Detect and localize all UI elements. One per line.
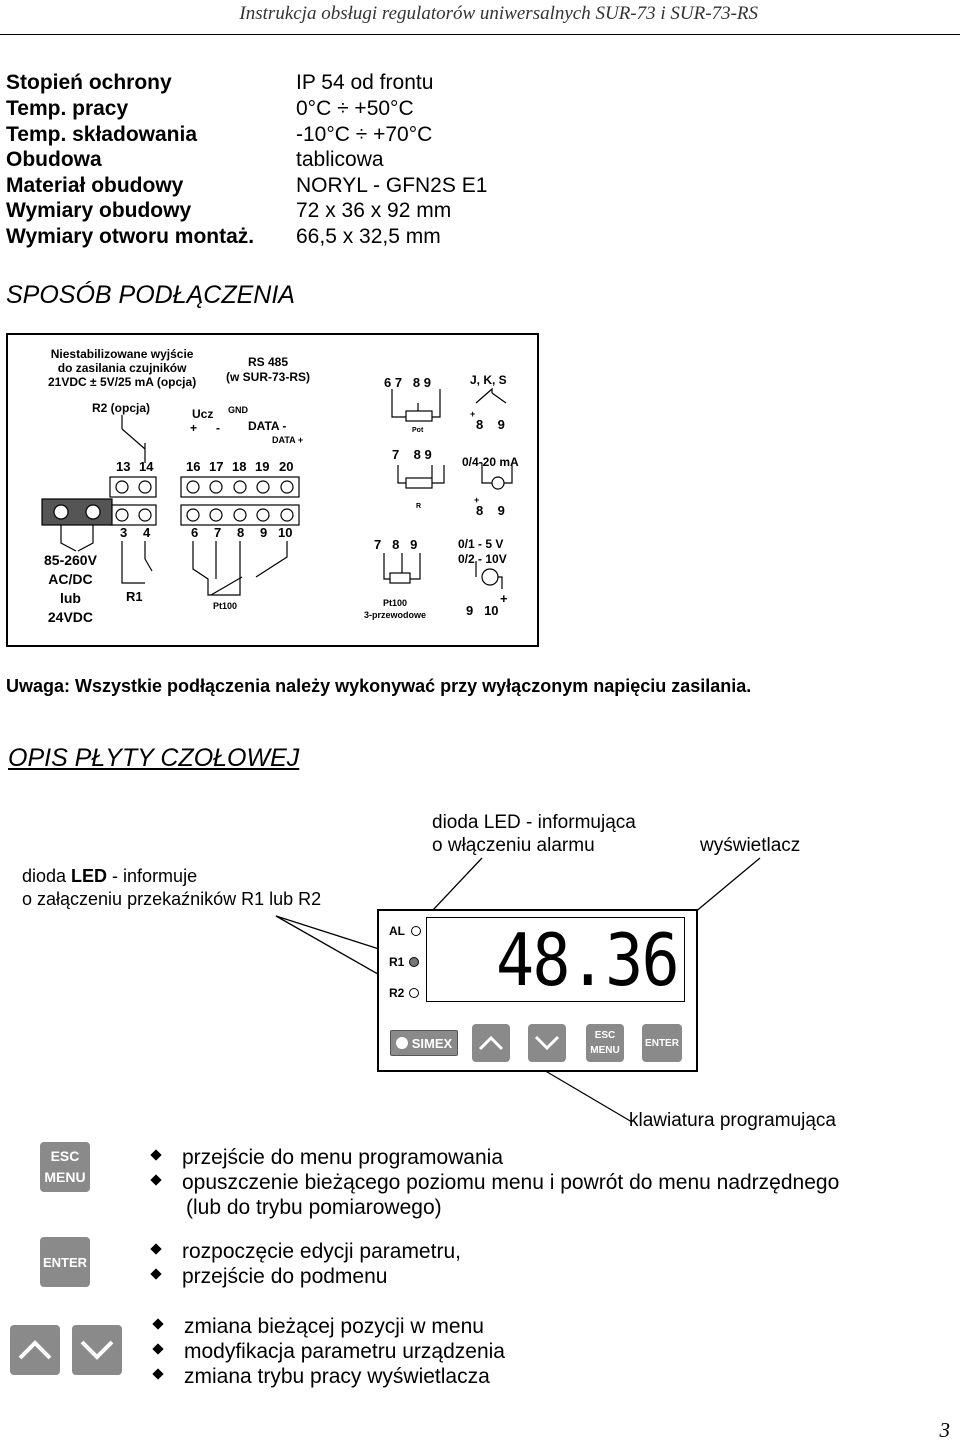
spec-label: Stopień ochrony <box>6 71 172 94</box>
data-minus-label: DATA - <box>248 419 287 433</box>
desc-esc-1 <box>152 1146 503 1170</box>
spec-label: Temp. pracy <box>6 97 129 120</box>
chevron-down-icon <box>79 1339 115 1361</box>
spec-value: tablicowa <box>296 148 384 171</box>
section-title-connection: SPOSÓB PODŁĄCZENIA <box>6 281 295 309</box>
spec-value: IP 54 od frontu <box>296 71 434 94</box>
desc-text: rozpoczęcie edycji parametru, <box>182 1240 461 1263</box>
display-readout: 48.36 <box>496 918 678 1002</box>
gnd-label: GND <box>228 405 248 415</box>
data-plus-label: DATA + <box>272 435 304 445</box>
desc-text: zmiana trybu pracy wyświetlacza <box>184 1365 490 1388</box>
chevron-down-icon <box>534 1035 560 1051</box>
desc-arrows-3 <box>154 1365 490 1389</box>
spec-label: Materiał obudowy <box>6 174 184 197</box>
r-terminals: 7 8 9 <box>392 447 432 462</box>
menu-label: MENU <box>590 1045 620 1056</box>
led-label-al: AL <box>389 924 405 938</box>
terminal-number: 9 <box>260 525 268 540</box>
thermocouple-label: J, K, S <box>470 373 507 387</box>
brand-logo-icon <box>396 1037 408 1049</box>
enter-label: ENTER <box>42 1254 88 1270</box>
current-terminals: 8 9 <box>476 503 505 518</box>
desc-esc-3: (lub do trybu pomiarowego) <box>186 1196 442 1219</box>
desc-text: przejście do menu programowania <box>182 1146 503 1169</box>
spec-label: Temp. składowania <box>6 123 197 146</box>
label-display: wyświetlacz <box>700 835 801 856</box>
desc-enter-2 <box>152 1265 387 1289</box>
bullet-icon <box>152 1344 163 1355</box>
warning-note: Uwaga: Wszystkie podłączenia należy wykonywać przy wyłączonym napięciu zasilania. <box>6 676 752 696</box>
led-label-r1: R1 <box>389 955 405 969</box>
terminal-number: 18 <box>232 459 247 474</box>
header-title: Instrukcja obsługi regulatorów uniwersalnych SUR-73 i SUR-73-RS <box>239 3 758 24</box>
led-r2-indicator <box>409 988 419 998</box>
r-label: R <box>416 503 422 510</box>
spec-value: 0°C ÷ +50°C <box>296 97 414 120</box>
rs485-line: (w SUR-73-RS) <box>226 370 311 384</box>
led-al-indicator <box>411 926 421 936</box>
pt100-3w-terminals: 7 8 9 <box>374 537 418 552</box>
desc-text: przejście do podmenu <box>182 1265 388 1288</box>
voltage-terminals: 9 10 <box>466 603 499 618</box>
desc-text: zmiana bieżącej pozycji w menu <box>184 1315 484 1338</box>
brand-logo <box>390 1030 458 1056</box>
spec-label: Obudowa <box>6 148 102 171</box>
pt100-label: Pt100 <box>213 601 238 611</box>
desc-enter-1 <box>152 1240 461 1264</box>
bullet-icon <box>150 1244 161 1255</box>
led-label-r2: R2 <box>389 986 405 1000</box>
down-button[interactable] <box>528 1024 566 1062</box>
spec-value: NORYL - GFN2S E1 <box>296 174 488 197</box>
pot-terminals: 6 7 8 9 <box>384 375 431 390</box>
esc-label: ESC <box>50 1148 80 1164</box>
up-button[interactable] <box>472 1024 510 1062</box>
bullet-icon <box>150 1150 161 1161</box>
legend-up-key <box>10 1325 60 1375</box>
ucz-minus: - <box>216 421 220 435</box>
legend-down-key <box>72 1325 122 1375</box>
bullet-icon <box>150 1269 161 1280</box>
pot-label: Pot <box>412 427 424 434</box>
power-line: 24VDC <box>47 609 94 625</box>
voltage-plus: + <box>500 591 508 606</box>
spec-label: Wymiary otworu montaż. <box>6 225 255 248</box>
terminal-number: 17 <box>209 459 224 474</box>
spec-label: Wymiary obudowy <box>6 199 192 222</box>
terminal-number: 3 <box>120 525 128 540</box>
legend-enter-key <box>40 1237 90 1287</box>
label-alarm-led: dioda LED - informująca <box>432 812 636 833</box>
label-text: - informuje <box>107 866 198 886</box>
sensor-supply-line: 21VDC ± 5V/25 mA (opcja) <box>48 375 197 389</box>
label-text: dioda <box>22 866 72 886</box>
desc-arrows-2 <box>154 1340 505 1364</box>
voltage-line: 0/1 - 5 V <box>458 537 504 551</box>
terminal-number: 10 <box>278 525 293 540</box>
label-alarm-led-2: o włączeniu alarmu <box>432 835 595 856</box>
chevron-up-icon <box>478 1035 504 1051</box>
desc-arrows-1 <box>154 1315 484 1339</box>
sensor-supply-line: do zasilania czujników <box>57 361 187 375</box>
tc-terminals: 8 9 <box>476 417 505 432</box>
power-line: 85-260V <box>44 552 97 568</box>
bullet-icon <box>152 1369 163 1380</box>
legend-esc-menu-key <box>40 1142 90 1192</box>
label-text-bold: LED <box>71 866 108 886</box>
ucz-label: Ucz <box>192 407 214 421</box>
menu-label: MENU <box>44 1169 86 1185</box>
terminal-number: 4 <box>143 525 151 540</box>
tc-plus: + <box>470 409 476 419</box>
led-r1-indicator <box>409 957 419 967</box>
label-relay-led-2: o załączeniu przekaźników R1 lub R2 <box>22 889 322 909</box>
esc-label: ESC <box>594 1030 616 1041</box>
enter-button[interactable] <box>642 1024 682 1062</box>
brand-name: SIMEX <box>411 1035 453 1051</box>
current-plus: + <box>474 495 480 505</box>
terminal-number: 19 <box>255 459 270 474</box>
terminal-number: 20 <box>279 459 294 474</box>
chevron-up-icon <box>17 1339 53 1361</box>
enter-label: ENTER <box>645 1037 679 1049</box>
spec-value: 66,5 x 32,5 mm <box>296 225 441 248</box>
r2-label: R2 (opcja) <box>92 401 151 415</box>
section-title-panel: OPIS PŁYTY CZOŁOWEJ <box>8 744 300 772</box>
ucz-plus: + <box>190 421 198 435</box>
terminal-number: 16 <box>186 459 201 474</box>
current-label: 0/4-20 mA <box>462 455 519 469</box>
sensor-supply-line: Niestabilizowane wyjście <box>50 347 194 361</box>
power-line: lub <box>59 590 81 606</box>
r1-label: R1 <box>126 589 143 604</box>
pt100-3w-line: 3-przewodowe <box>364 610 427 620</box>
terminal-number: 14 <box>139 459 154 474</box>
desc-esc-2 <box>152 1171 839 1195</box>
terminal-number: 13 <box>116 459 131 474</box>
label-keyboard: klawiatura programująca <box>629 1110 836 1131</box>
power-line: AC/DC <box>48 571 93 587</box>
bullet-icon <box>152 1319 163 1330</box>
terminal-number: 6 <box>191 525 199 540</box>
spec-value: 72 x 36 x 92 mm <box>296 199 452 222</box>
pt100-3w-line: Pt100 <box>382 598 408 608</box>
desc-text: opuszczenie bieżącego poziomu menu i powrót do menu nadrzędnego <box>182 1171 840 1194</box>
bullet-icon <box>150 1175 161 1186</box>
terminal-number: 7 <box>214 525 222 540</box>
spec-value: -10°C ÷ +70°C <box>296 123 433 146</box>
rs485-line: RS 485 <box>247 355 289 369</box>
page-number: 3 <box>939 1418 950 1442</box>
esc-menu-button[interactable] <box>586 1024 624 1062</box>
terminal-number: 8 <box>237 525 245 540</box>
voltage-line: 0/2 - 10V <box>458 552 507 566</box>
desc-text: modyfikacja parametru urządzenia <box>184 1340 505 1363</box>
